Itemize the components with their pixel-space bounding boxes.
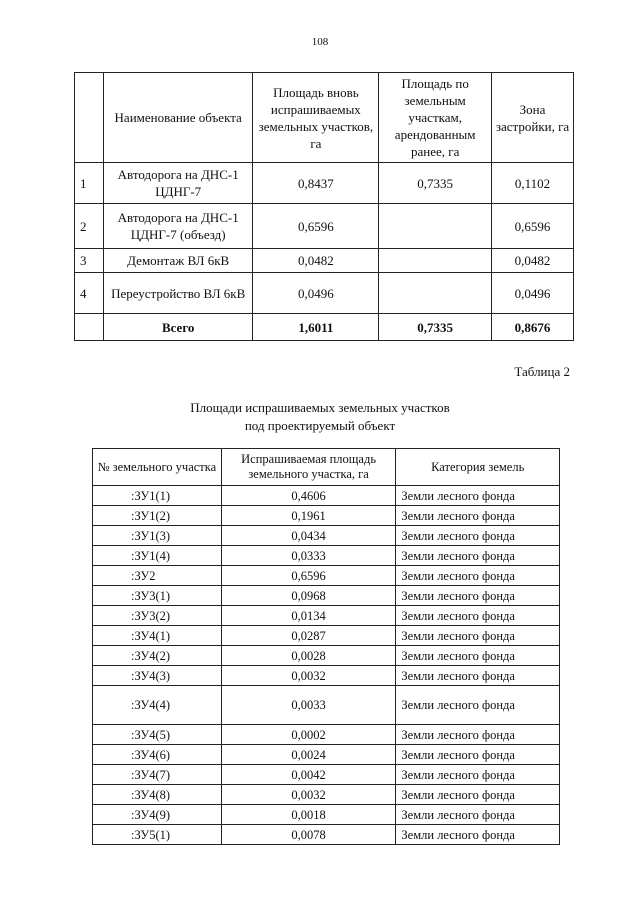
requested-area: 0,0018	[221, 805, 396, 825]
table1-row	[75, 204, 574, 249]
row-number: 1	[75, 163, 104, 204]
requested-area: 0,0032	[221, 785, 396, 805]
total-empty-cell	[75, 314, 104, 341]
land-category: Земли лесного фонда	[396, 785, 560, 805]
table2-header-land-category: Категория земель	[396, 449, 560, 486]
table1-total-row	[75, 314, 574, 341]
table2-row	[93, 626, 560, 646]
land-category: Земли лесного фонда	[396, 666, 560, 686]
requested-area: 0,0028	[221, 646, 396, 666]
row-number: 4	[75, 273, 104, 314]
land-category: Земли лесного фонда	[396, 586, 560, 606]
land-category: Земли лесного фонда	[396, 725, 560, 745]
table1-row	[75, 249, 574, 273]
land-area-summary-table	[74, 72, 574, 341]
table2-row	[93, 825, 560, 845]
zone-value: 0,0496	[492, 273, 574, 314]
new-area-value: 0,0496	[253, 273, 379, 314]
object-name: Демонтаж ВЛ 6кВ	[103, 249, 253, 273]
land-category: Земли лесного фонда	[396, 606, 560, 626]
caption-line-2: под проектируемый объект	[244, 418, 396, 433]
plot-number: :ЗУ1(2)	[93, 506, 222, 526]
leased-area-value	[379, 204, 492, 249]
table2-row	[93, 745, 560, 765]
table2-row	[93, 805, 560, 825]
total-label: Всего	[103, 314, 253, 341]
plot-number: :ЗУ1(1)	[93, 486, 222, 506]
table1-header-leased-area: Площадь по земельным участкам, арендованным ранее, га	[379, 73, 492, 163]
land-category: Земли лесного фонда	[396, 745, 560, 765]
requested-area: 0,0287	[221, 626, 396, 646]
table1-header-object-name: Наименование объекта	[103, 73, 253, 163]
land-category: Земли лесного фонда	[396, 486, 560, 506]
zone-value: 0,0482	[492, 249, 574, 273]
land-plots-table	[92, 448, 560, 845]
plot-number: :ЗУ4(1)	[93, 626, 222, 646]
table2-row	[93, 606, 560, 626]
table1-header-new-area: Площадь вновь испрашиваемых земельных участков, га	[253, 73, 379, 163]
requested-area: 0,0024	[221, 745, 396, 765]
requested-area: 0,6596	[221, 566, 396, 586]
table2-row	[93, 506, 560, 526]
plot-number: :ЗУ4(8)	[93, 785, 222, 805]
table2-row	[93, 566, 560, 586]
table1-header-building-zone: Зона застройки, га	[492, 73, 574, 163]
land-category: Земли лесного фонда	[396, 765, 560, 785]
table1-row	[75, 273, 574, 314]
table2-row	[93, 765, 560, 785]
requested-area: 0,4606	[221, 486, 396, 506]
row-number: 3	[75, 249, 104, 273]
plot-number: :ЗУ3(1)	[93, 586, 222, 606]
page-number: 108	[311, 36, 329, 48]
requested-area: 0,0032	[221, 666, 396, 686]
table2-row	[93, 686, 560, 725]
plot-number: :ЗУ4(9)	[93, 805, 222, 825]
table2-caption	[0, 399, 640, 435]
land-category: Земли лесного фонда	[396, 686, 560, 725]
plot-number: :ЗУ4(3)	[93, 666, 222, 686]
object-name: Переустройство ВЛ 6кВ	[103, 273, 253, 314]
plot-number: :ЗУ4(7)	[93, 765, 222, 785]
leased-area-value: 0,7335	[379, 163, 492, 204]
table2-row	[93, 785, 560, 805]
table2-row	[93, 486, 560, 506]
new-area-value: 0,8437	[253, 163, 379, 204]
table2-row	[93, 526, 560, 546]
table2-row	[93, 546, 560, 566]
land-category: Земли лесного фонда	[396, 825, 560, 845]
requested-area: 0,0134	[221, 606, 396, 626]
zone-value: 0,6596	[492, 204, 574, 249]
land-category: Земли лесного фонда	[396, 626, 560, 646]
row-number: 2	[75, 204, 104, 249]
land-category: Земли лесного фонда	[396, 805, 560, 825]
table2-row	[93, 725, 560, 745]
table2-row	[93, 666, 560, 686]
total-zone: 0,8676	[492, 314, 574, 341]
table2-header-plot-number: № земельного участка	[93, 449, 222, 486]
requested-area: 0,0042	[221, 765, 396, 785]
new-area-value: 0,6596	[253, 204, 379, 249]
table2-label: Таблица 2	[514, 364, 570, 379]
land-category: Земли лесного фонда	[396, 646, 560, 666]
land-category: Земли лесного фонда	[396, 506, 560, 526]
leased-area-value	[379, 273, 492, 314]
requested-area: 0,0033	[221, 686, 396, 725]
table2-row	[93, 646, 560, 666]
plot-number: :ЗУ2	[93, 566, 222, 586]
table2-header-row	[93, 449, 560, 486]
table2-row	[93, 586, 560, 606]
new-area-value: 0,0482	[253, 249, 379, 273]
requested-area: 0,0078	[221, 825, 396, 845]
plot-number: :ЗУ4(4)	[93, 686, 222, 725]
leased-area-value	[379, 249, 492, 273]
table1-header-number	[75, 73, 104, 163]
requested-area: 0,0002	[221, 725, 396, 745]
table2-header-requested-area: Испрашиваемая площадь земельного участка, га	[221, 449, 396, 486]
plot-number: :ЗУ3(2)	[93, 606, 222, 626]
object-name: Автодорога на ДНС-1 ЦДНГ-7	[103, 163, 253, 204]
land-category: Земли лесного фонда	[396, 526, 560, 546]
requested-area: 0,0434	[221, 526, 396, 546]
plot-number: :ЗУ4(6)	[93, 745, 222, 765]
caption-line-1: Площади испрашиваемых земельных участков	[190, 400, 450, 415]
land-category: Земли лесного фонда	[396, 566, 560, 586]
total-leased-area: 0,7335	[379, 314, 492, 341]
requested-area: 0,0333	[221, 546, 396, 566]
requested-area: 0,0968	[221, 586, 396, 606]
land-category: Земли лесного фонда	[396, 546, 560, 566]
plot-number: :ЗУ1(4)	[93, 546, 222, 566]
plot-number: :ЗУ4(5)	[93, 725, 222, 745]
plot-number: :ЗУ5(1)	[93, 825, 222, 845]
plot-number: :ЗУ1(3)	[93, 526, 222, 546]
total-new-area: 1,6011	[253, 314, 379, 341]
plot-number: :ЗУ4(2)	[93, 646, 222, 666]
zone-value: 0,1102	[492, 163, 574, 204]
table1-header-row	[75, 73, 574, 163]
table1-row	[75, 163, 574, 204]
requested-area: 0,1961	[221, 506, 396, 526]
object-name: Автодорога на ДНС-1 ЦДНГ-7 (объезд)	[103, 204, 253, 249]
